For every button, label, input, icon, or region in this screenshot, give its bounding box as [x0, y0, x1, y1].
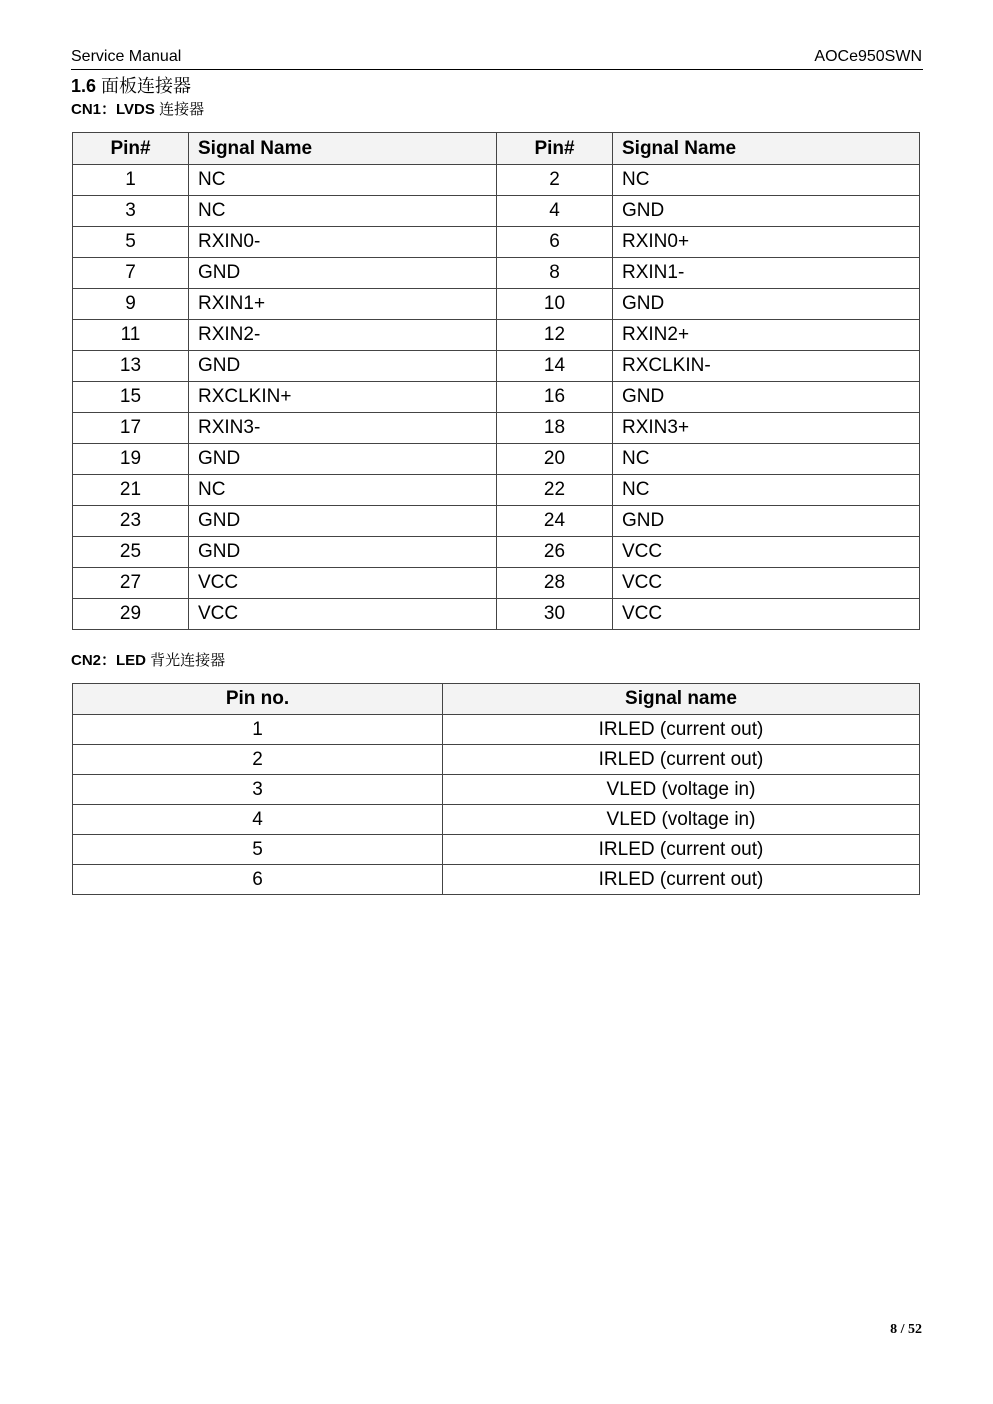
table-row — [73, 382, 920, 413]
pin-number: 10 — [497, 289, 613, 320]
table-row — [73, 775, 920, 805]
pin-number: 30 — [497, 599, 613, 630]
pin-number: 27 — [73, 568, 189, 599]
pin-number: 2 — [73, 745, 443, 775]
cn1-header-pin-left: Pin# — [73, 133, 189, 165]
header-divider — [71, 69, 923, 70]
pin-number: 7 — [73, 258, 189, 289]
pin-number: 21 — [73, 475, 189, 506]
cn1-pin-table — [72, 132, 920, 630]
signal-name: RXIN3- — [189, 413, 497, 444]
pin-number: 29 — [73, 599, 189, 630]
cn1-header-signal-right: Signal Name — [613, 133, 920, 165]
pin-number: 4 — [73, 805, 443, 835]
cn2-heading-label: CN2：LED — [71, 652, 147, 669]
table-row — [73, 475, 920, 506]
pin-number: 28 — [497, 568, 613, 599]
signal-name: VCC — [613, 537, 920, 568]
cn1-header-row — [73, 133, 920, 165]
cn2-header-row — [73, 684, 920, 715]
table-row — [73, 835, 920, 865]
table-row — [73, 320, 920, 351]
pin-number: 1 — [73, 165, 189, 196]
signal-name: GND — [189, 351, 497, 382]
table-row — [73, 599, 920, 630]
cn1-heading-label: CN1：LVDS — [71, 101, 155, 118]
pin-number: 22 — [497, 475, 613, 506]
pin-number: 11 — [73, 320, 189, 351]
signal-name: RXCLKIN+ — [189, 382, 497, 413]
table-row — [73, 537, 920, 568]
pin-number: 20 — [497, 444, 613, 475]
signal-name: GND — [613, 506, 920, 537]
signal-name: IRLED (current out) — [443, 835, 920, 865]
cn2-header-pin: Pin no. — [73, 684, 443, 715]
header-doc-title: Service Manual — [71, 48, 182, 65]
signal-name: VCC — [613, 568, 920, 599]
pin-number: 15 — [73, 382, 189, 413]
signal-name: VLED (voltage in) — [443, 775, 920, 805]
signal-name: GND — [613, 196, 920, 227]
signal-name: IRLED (current out) — [443, 865, 920, 895]
pin-number: 6 — [497, 227, 613, 258]
signal-name: NC — [613, 475, 920, 506]
pin-number: 12 — [497, 320, 613, 351]
signal-name: NC — [189, 475, 497, 506]
table-row — [73, 715, 920, 745]
signal-name: RXIN0- — [189, 227, 497, 258]
cn2-heading — [71, 649, 225, 670]
table-row — [73, 805, 920, 835]
section-number: 1.6 — [71, 76, 97, 96]
cn2-heading-desc: 背光连接器 — [146, 652, 226, 669]
pin-number: 25 — [73, 537, 189, 568]
pin-number: 23 — [73, 506, 189, 537]
table-row — [73, 568, 920, 599]
signal-name: GND — [189, 444, 497, 475]
section-title: 面板连接器 — [101, 76, 192, 96]
pin-number: 3 — [73, 775, 443, 805]
pin-number: 24 — [497, 506, 613, 537]
signal-name: RXIN0+ — [613, 227, 920, 258]
cn1-heading-desc: 连接器 — [154, 101, 205, 118]
table-row — [73, 289, 920, 320]
signal-name: VCC — [613, 599, 920, 630]
table-row — [73, 506, 920, 537]
table-row — [73, 444, 920, 475]
pin-number: 4 — [497, 196, 613, 227]
signal-name: GND — [613, 289, 920, 320]
cn2-header-signal: Signal name — [443, 684, 920, 715]
page-number: 8 / 52 — [890, 1322, 922, 1337]
pin-number: 16 — [497, 382, 613, 413]
table-row — [73, 227, 920, 258]
signal-name: NC — [613, 444, 920, 475]
table-row — [73, 745, 920, 775]
signal-name: IRLED (current out) — [443, 745, 920, 775]
signal-name: NC — [189, 165, 497, 196]
pin-number: 3 — [73, 196, 189, 227]
signal-name: IRLED (current out) — [443, 715, 920, 745]
pin-number: 13 — [73, 351, 189, 382]
table-row — [73, 258, 920, 289]
header-model-name: AOCe950SWN — [814, 48, 922, 65]
cn1-header-signal-left: Signal Name — [189, 133, 497, 165]
cn1-header-pin-right: Pin# — [497, 133, 613, 165]
signal-name: RXIN2- — [189, 320, 497, 351]
table-row — [73, 865, 920, 895]
cn2-pin-table — [72, 683, 920, 895]
pin-number: 1 — [73, 715, 443, 745]
signal-name: NC — [189, 196, 497, 227]
pin-number: 19 — [73, 444, 189, 475]
pin-number: 5 — [73, 227, 189, 258]
signal-name: VCC — [189, 599, 497, 630]
table-row — [73, 351, 920, 382]
signal-name: VCC — [189, 568, 497, 599]
pin-number: 9 — [73, 289, 189, 320]
table-row — [73, 165, 920, 196]
pin-number: 6 — [73, 865, 443, 895]
signal-name: RXIN3+ — [613, 413, 920, 444]
signal-name: RXIN1+ — [189, 289, 497, 320]
pin-number: 8 — [497, 258, 613, 289]
signal-name: GND — [613, 382, 920, 413]
cn1-heading — [71, 98, 204, 119]
section-heading — [71, 72, 191, 98]
pin-number: 26 — [497, 537, 613, 568]
signal-name: NC — [613, 165, 920, 196]
pin-number: 5 — [73, 835, 443, 865]
pin-number: 17 — [73, 413, 189, 444]
table-row — [73, 196, 920, 227]
signal-name: GND — [189, 537, 497, 568]
signal-name: RXIN1- — [613, 258, 920, 289]
signal-name: VLED (voltage in) — [443, 805, 920, 835]
pin-number: 18 — [497, 413, 613, 444]
pin-number: 2 — [497, 165, 613, 196]
signal-name: GND — [189, 506, 497, 537]
pin-number: 14 — [497, 351, 613, 382]
signal-name: RXIN2+ — [613, 320, 920, 351]
signal-name: RXCLKIN- — [613, 351, 920, 382]
table-row — [73, 413, 920, 444]
signal-name: GND — [189, 258, 497, 289]
